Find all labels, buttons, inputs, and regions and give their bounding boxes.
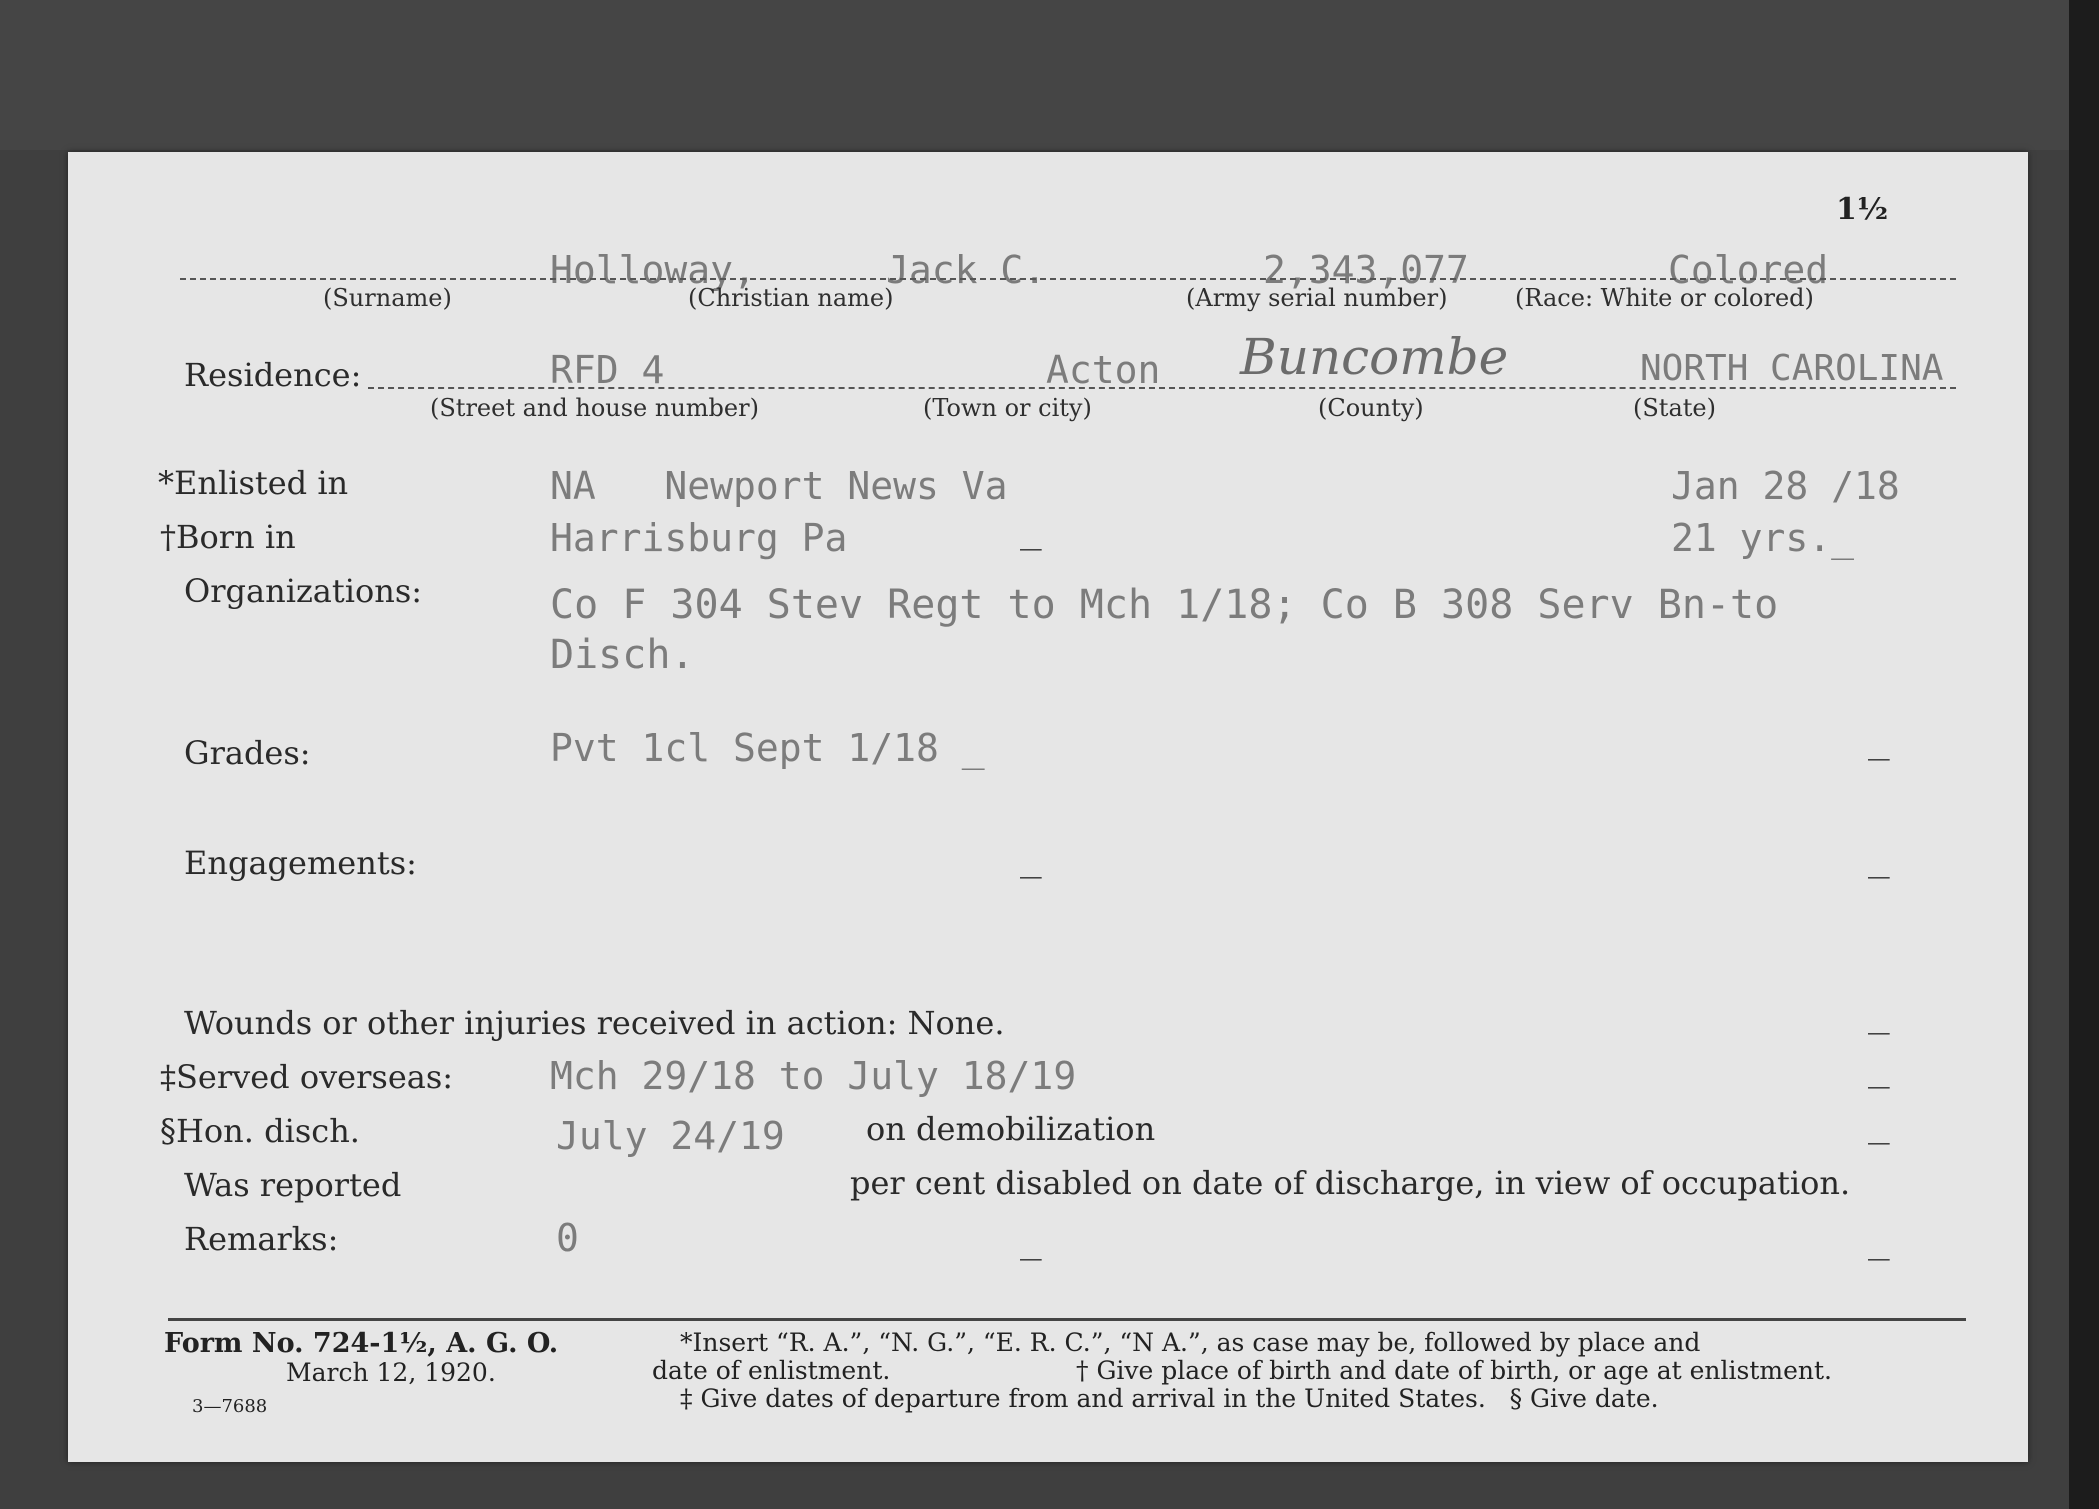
form-date: March 12, 1920.: [286, 1358, 496, 1387]
town-value: Acton: [1046, 348, 1161, 392]
organizations-line-1: Co F 304 Stev Regt to Mch 1/18; Co B 308 Serv Bn-to: [550, 582, 1779, 628]
overseas-dash: _: [1868, 1048, 1890, 1089]
serial-value: 2,343,077: [1263, 248, 1469, 292]
overseas-value: Mch 29/18 to July 18/19: [550, 1054, 1077, 1098]
hon-disch-dash: _: [1868, 1104, 1890, 1145]
race-value: Colored: [1668, 248, 1829, 292]
engagements-dash-2: _: [1868, 838, 1890, 879]
street-value: RFD 4: [550, 348, 665, 392]
hon-disch-value: July 24/19: [556, 1114, 785, 1158]
remarks-value: 0: [556, 1216, 579, 1260]
footnote-2a: date of enlistment.: [652, 1356, 891, 1385]
hon-disch-label: §Hon. disch.: [160, 1112, 360, 1150]
page-mark: 1½: [1836, 192, 1889, 227]
enlisted-value: NA Newport News Va: [550, 464, 1008, 508]
grades-value: Pvt 1cl Sept 1/18 _: [550, 726, 985, 770]
residence-label: Residence:: [184, 356, 362, 394]
state-value: NORTH CAROLINA: [1640, 348, 1944, 389]
born-dash: _: [1020, 510, 1042, 551]
footnote-3: ‡ Give dates of departure from and arrival in the United States. § Give date.: [680, 1384, 1659, 1413]
footer-rule: [168, 1318, 1966, 1321]
background-top: [0, 0, 2099, 150]
county-caption: (County): [1318, 394, 1424, 422]
remarks-label: Remarks:: [184, 1220, 339, 1258]
footnote-1: *Insert “R. A.”, “N. G.”, “E. R. C.”, “N A.”, as case may be, followed by place and: [680, 1328, 1701, 1357]
surname-caption: (Surname): [323, 284, 452, 312]
organizations-line-2: Disch.: [550, 632, 695, 678]
overseas-label: ‡Served overseas:: [160, 1058, 454, 1096]
county-value: Buncombe: [1240, 328, 1509, 386]
header-line: [180, 278, 1956, 280]
hon-disch-text: on demobilization: [866, 1110, 1156, 1148]
born-value: Harrisburg Pa: [550, 516, 848, 560]
residence-line: [368, 387, 1956, 389]
street-caption: (Street and house number): [430, 394, 759, 422]
organizations-label: Organizations:: [184, 572, 423, 610]
grades-dash: _: [1868, 720, 1890, 761]
form-number: Form No. 724-1½, A. G. O.: [164, 1328, 559, 1359]
christian-name-caption: (Christian name): [688, 284, 894, 312]
christian-name-value: Jack C.: [886, 248, 1047, 292]
grades-label: Grades:: [184, 734, 311, 772]
engagements-label: Engagements:: [184, 844, 417, 882]
enlisted-date: Jan 28 /18: [1671, 464, 1900, 508]
reported-label: Was reported: [184, 1166, 402, 1204]
form-code: 3—7688: [192, 1396, 268, 1417]
background-edge: [2069, 0, 2099, 1509]
surname-value: Holloway,: [550, 248, 756, 292]
wounds-dash: _: [1868, 994, 1890, 1035]
enlisted-label: *Enlisted in: [158, 464, 349, 502]
remarks-dash-2: _: [1868, 1220, 1890, 1261]
wounds-label: Wounds or other injuries received in action: None.: [184, 1004, 1005, 1042]
age-value: 21 yrs._: [1671, 516, 1855, 560]
state-caption: (State): [1633, 394, 1716, 422]
town-caption: (Town or city): [923, 394, 1092, 422]
service-record-card: [68, 152, 2028, 1462]
engagements-dash-1: _: [1020, 838, 1042, 879]
race-caption: (Race: White or colored): [1515, 284, 1814, 312]
remarks-dash-1: _: [1020, 1220, 1042, 1261]
serial-caption: (Army serial number): [1186, 284, 1448, 312]
born-label: †Born in: [160, 518, 296, 556]
footnote-2b: † Give place of birth and date of birth, or age at enlistment.: [1076, 1356, 1832, 1385]
reported-text: per cent disabled on date of discharge, in view of occupation.: [850, 1164, 1851, 1202]
